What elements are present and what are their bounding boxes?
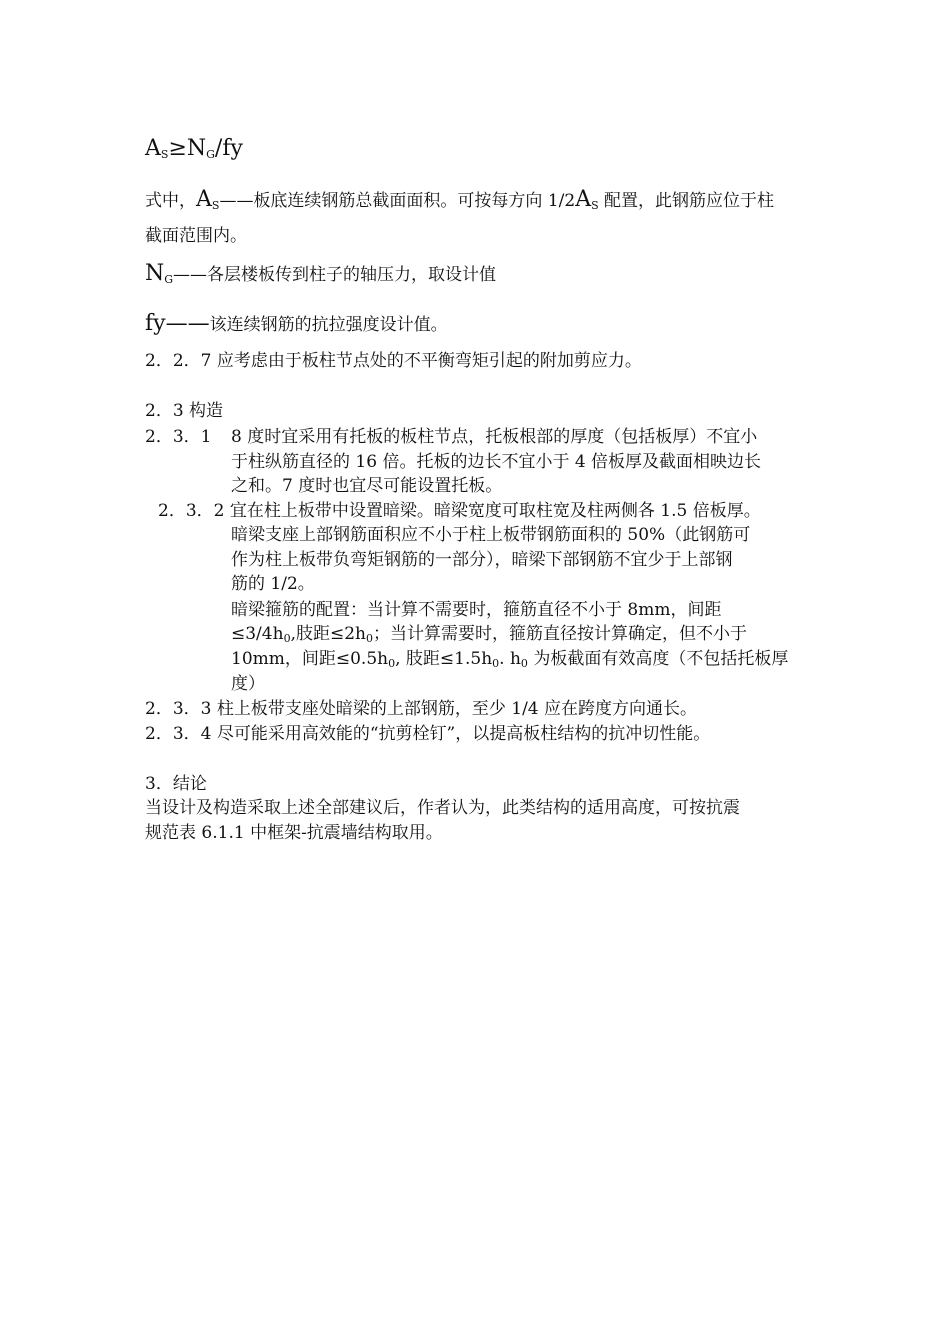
definition-ng-line — [145, 262, 496, 292]
as-subscript: S — [160, 148, 169, 161]
formula-line — [145, 137, 243, 167]
item-2-3-2-line-8: 度） — [231, 674, 265, 694]
item-2-2-7: 2．2．7 应考虑由于板柱节点处的不平衡弯矩引起的附加剪应力。 — [145, 351, 642, 371]
item-2-3-1-line-1: 8 度时宜采用有托板的板柱节点，托板根部的厚度（包括板厚）不宜小 — [231, 427, 758, 447]
h0-subscript: 0 — [365, 632, 373, 645]
ge-ng-symbol: ≥N — [168, 136, 207, 161]
text-span: , 肢距≤1.5h — [395, 649, 493, 669]
ng-definition-text: ——各层楼板传到柱子的轴压力，取设计值 — [173, 265, 497, 285]
item-2-3-2-line-1: 2．3．2 宜在柱上板带中设置暗梁。暗梁宽度可取柱宽及柱两侧各 1.5 倍板厚。 — [158, 501, 761, 521]
text-span: 10mm，间距≤0.5h — [231, 649, 389, 669]
item-2-3-4: 2．3．4 尽可能采用高效能的“抗剪栓钉”，以提高板柱结构的抗冲切性能。 — [145, 724, 711, 744]
text-span: . h — [499, 649, 521, 669]
definition-as-line-2: 截面范围内。 — [145, 226, 247, 246]
as-symbol: A — [145, 136, 161, 161]
text-span: ,肢距≤2h — [290, 624, 366, 644]
h0-subscript: 0 — [388, 657, 396, 670]
ng-symbol: N — [145, 261, 165, 286]
h0-subscript: 0 — [283, 632, 291, 645]
as-symbol-2: A — [575, 187, 592, 212]
definition-as-line — [145, 188, 774, 218]
definition-text: ——板底连续钢筋总截面面积。可按每方向 1/2 — [219, 191, 576, 211]
item-2-3-2-line-7 — [231, 647, 788, 676]
item-2-3-2-line-2: 暗梁支座上部钢筋面积应不小于柱上板带钢筋面积的 50%（此钢筋可 — [231, 525, 751, 545]
item-2-3-2-line-5: 暗梁箍筋的配置：当计算不需要时，箍筋直径不小于 8mm，间距 — [231, 600, 722, 620]
fy-definition-text: 该连续钢筋的抗拉强度设计值。 — [209, 315, 448, 335]
item-2-3-1-line-3: 之和。7 度时也宜尽可能设置托板。 — [231, 476, 503, 496]
text-span: ；当计算需要时，箍筋直径按计算确定，但不小于 — [372, 624, 747, 644]
h0-subscript: 0 — [492, 657, 500, 670]
ng-subscript: G — [164, 273, 174, 286]
conclusion-line-2: 规范表 6.1.1 中框架-抗震墙结构取用。 — [145, 823, 443, 843]
fy-symbol: fy—— — [145, 311, 210, 336]
definition-fy-line — [145, 312, 448, 337]
item-2-3-2-line-3: 作为柱上板带负弯矩钢筋的一部分），暗梁下部钢筋不宜少于上部钢 — [231, 550, 733, 570]
as-subscript-2: S — [591, 199, 599, 212]
item-2-3-2-line-4: 筋的 1/2。 — [231, 574, 315, 594]
text-span: 为板截面有效高度（不包括托板厚 — [527, 649, 789, 669]
prefix-text: 式中， — [145, 191, 196, 211]
heading-conclusion: 3．结论 — [145, 774, 207, 794]
as-subscript: S — [211, 199, 220, 212]
as-symbol: A — [196, 187, 212, 212]
h0-subscript: 0 — [520, 657, 528, 670]
definition-text-2: 配置，此钢筋应位于柱 — [598, 191, 775, 211]
text-span: ≤3/4h — [231, 624, 284, 644]
item-2-3-1-number: 2．3．1 — [145, 427, 212, 447]
item-2-3-1-line-2: 于柱纵筋直径的 16 倍。托板的边长不宜小于 4 倍板厚及截面相映边长 — [231, 452, 762, 472]
conclusion-line-1: 当设计及构造采取上述全部建议后，作者认为，此类结构的适用高度，可按抗震 — [145, 798, 740, 818]
formula-tail: /fy — [214, 136, 243, 161]
heading-2-3: 2．3 构造 — [145, 401, 224, 421]
item-2-3-3: 2．3．3 柱上板带支座处暗梁的上部钢筋，至少 1/4 应在跨度方向通长。 — [145, 699, 698, 719]
ng-subscript: G — [206, 148, 215, 161]
